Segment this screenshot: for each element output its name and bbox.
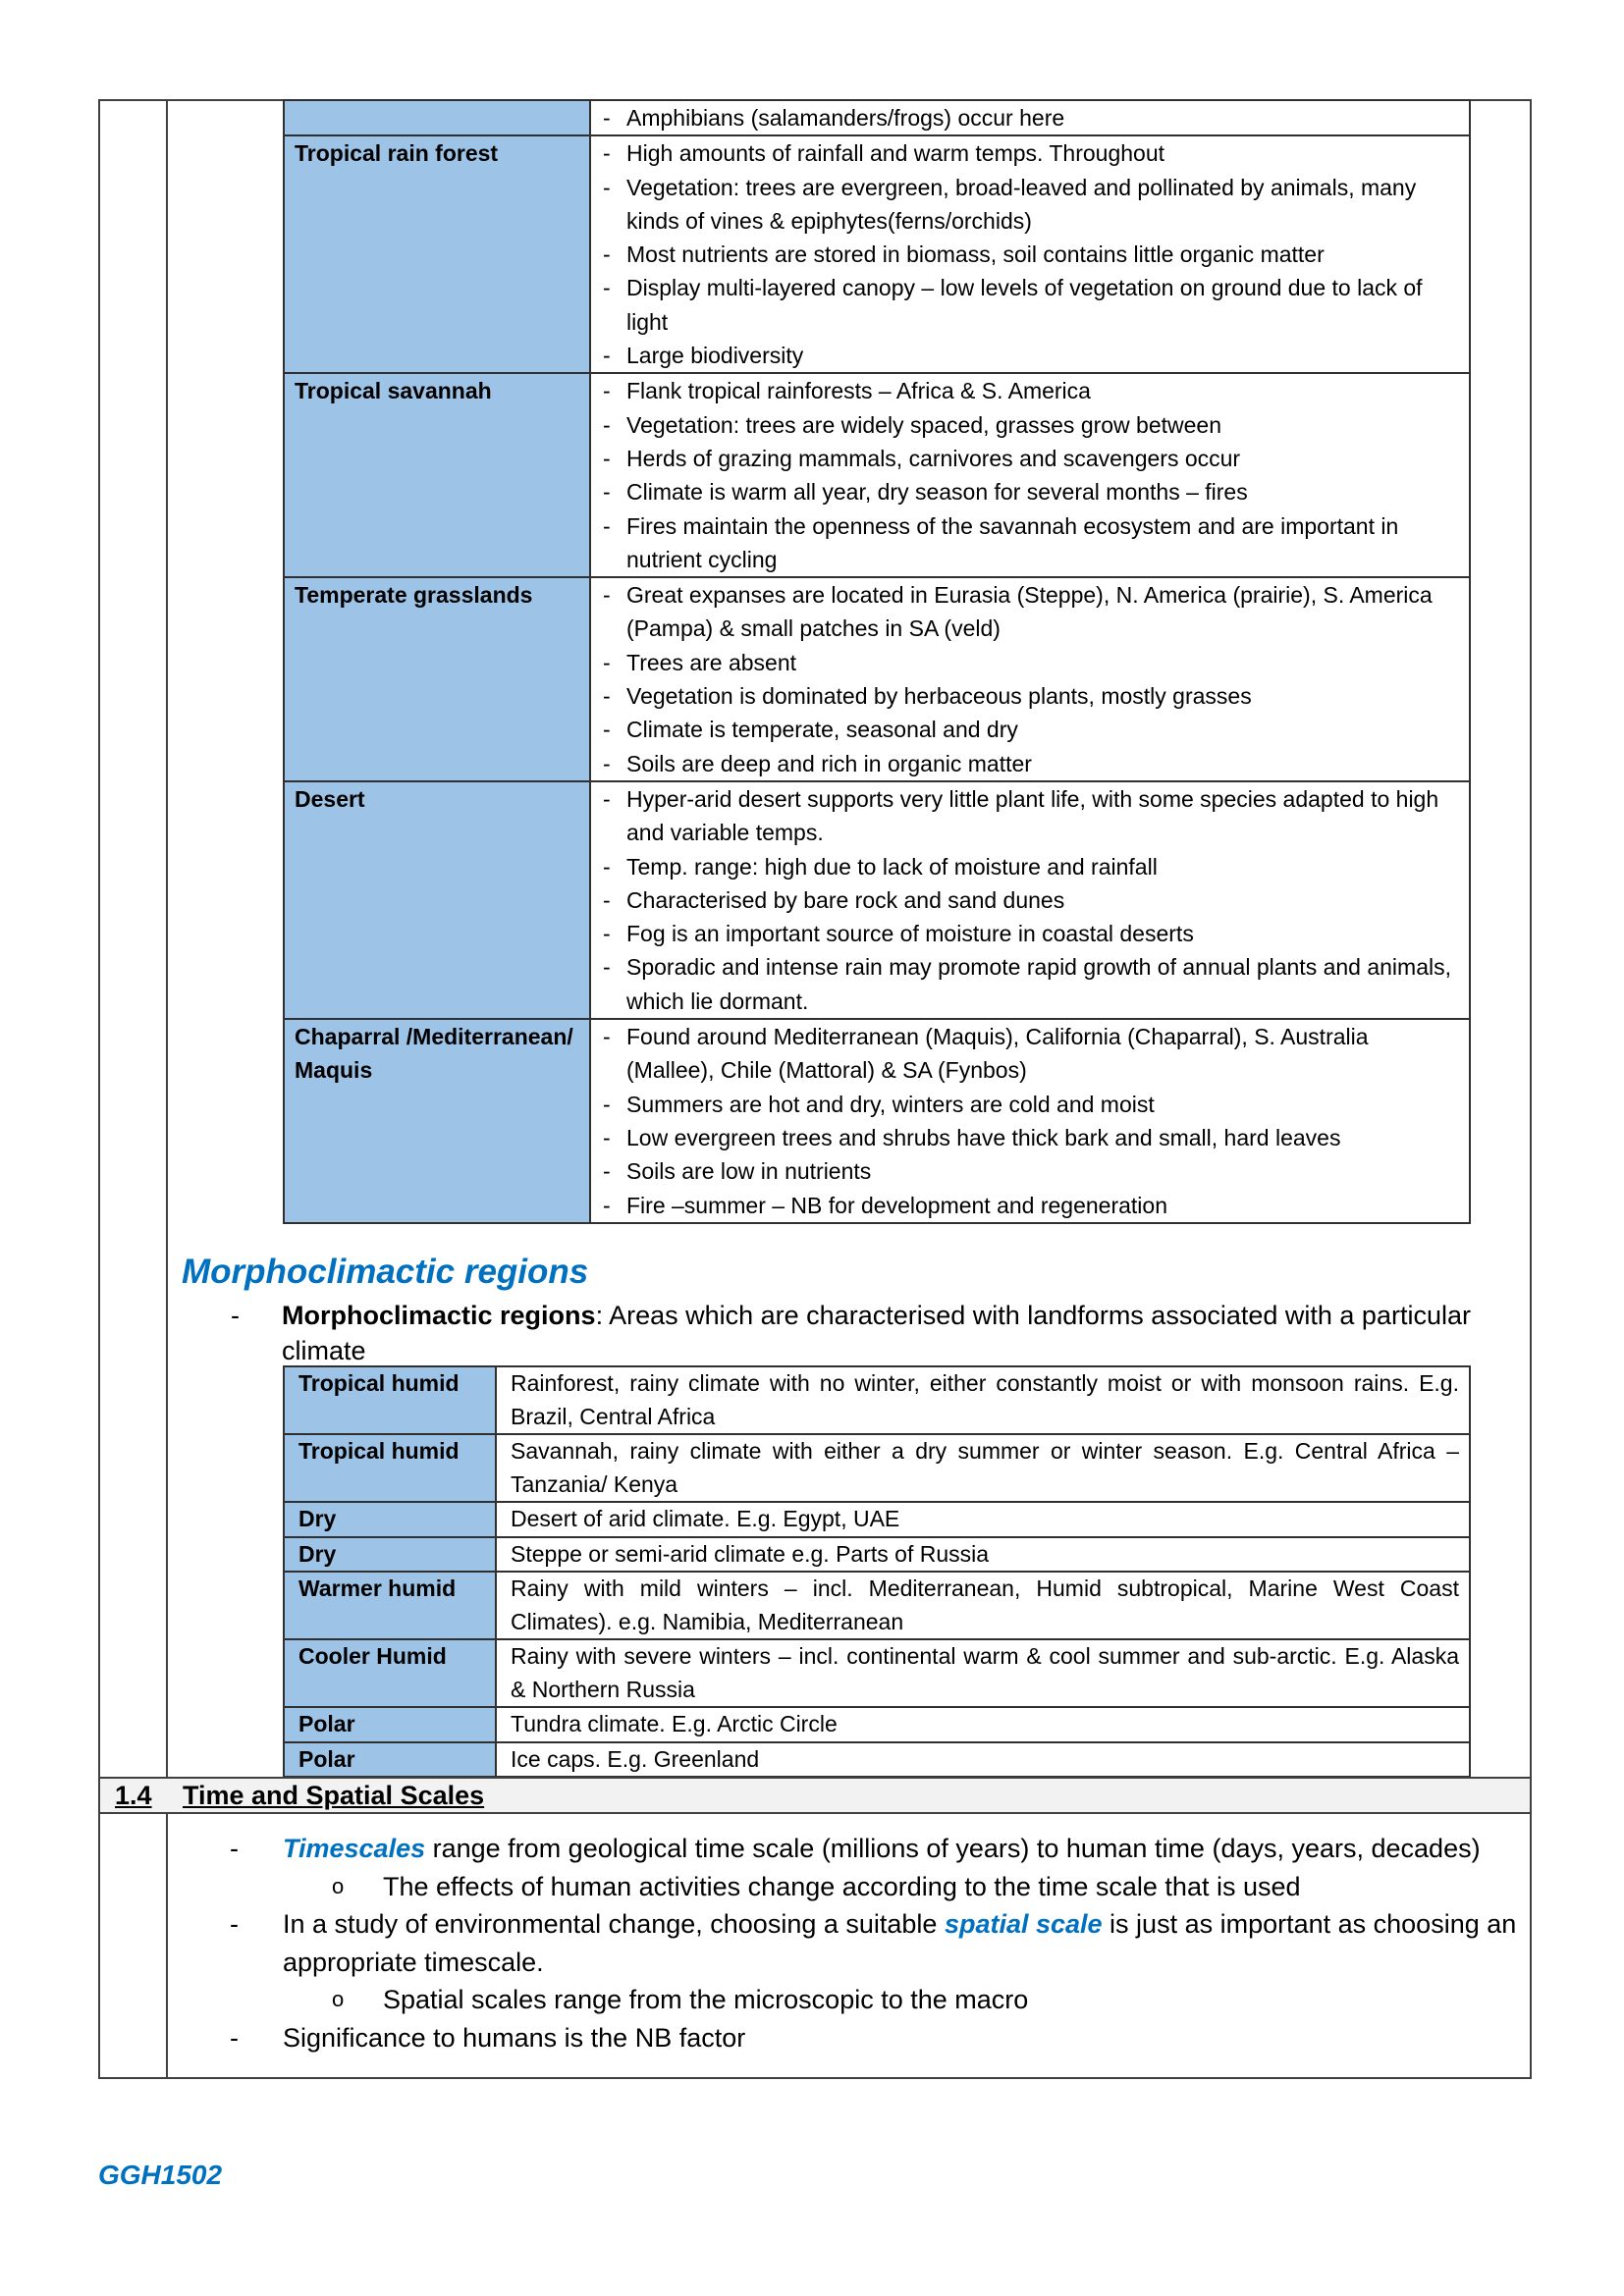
footer-course-code: GGH1502 (98, 2160, 223, 2190)
list-item: - Fires maintain the openness of the savannah ecosystem and are important in nutrient cycling (601, 509, 1459, 577)
region-description: Rainforest, rainy climate with no winter, either constantly moist or with monsoon rains. E.g. Brazil, Central Africa (496, 1366, 1470, 1434)
region-name: Polar (284, 1707, 496, 1742)
table-row (284, 1742, 1470, 1778)
region-name: Dry (284, 1537, 496, 1573)
table-row (284, 1639, 1470, 1707)
table-row (284, 135, 1470, 373)
table-row (284, 1019, 1470, 1223)
region-description: Steppe or semi-arid climate e.g. Parts of Russia (496, 1537, 1470, 1573)
biome-name (284, 100, 590, 135)
list-item: - Soils are deep and rich in organic matter (601, 747, 1459, 780)
list-item-text: In a study of environmental change, choosing a suitable (283, 1909, 945, 1939)
list-item: - Fog is an important source of moisture in coastal deserts (601, 917, 1459, 950)
section-number: 1.4 (115, 1781, 152, 1810)
list-item: - High amounts of rainfall and warm temps. Throughout (601, 136, 1459, 170)
table-row (284, 1366, 1470, 1434)
morphoclimatic-table (283, 1365, 1471, 1778)
list-item (226, 1830, 1522, 1868)
list-item: - Flank tropical rainforests – Africa & S. America (601, 374, 1459, 407)
list-item: - Trees are absent (601, 646, 1459, 679)
table-row (284, 100, 1470, 135)
region-name: Polar (284, 1742, 496, 1778)
definition-body (282, 1298, 1517, 1368)
biome-name: Temperate grasslands (284, 577, 590, 781)
biome-details (590, 1019, 1470, 1223)
list-item: - Found around Mediterranean (Maquis), California (Chaparral), S. Australia (Mallee), Chile (Mattoral) & SA (Fynbos) (601, 1020, 1459, 1088)
list-item (226, 1905, 1522, 1981)
list-item: - Low evergreen trees and shrubs have thick bark and small, hard leaves (601, 1121, 1459, 1154)
list-item: - Summers are hot and dry, winters are cold and moist (601, 1088, 1459, 1121)
list-item: - Temp. range: high due to lack of moisture and rainfall (601, 850, 1459, 883)
list-item: - Most nutrients are stored in biomass, soil contains little organic matter (601, 238, 1459, 271)
biome-details (590, 135, 1470, 373)
region-description: Rainy with mild winters – incl. Mediterranean, Humid subtropical, Marine West Coast Climates). e.g. Namibia, Mediterranean (496, 1572, 1470, 1639)
table-row (284, 1537, 1470, 1573)
region-name: Tropical humid (284, 1434, 496, 1502)
list-item: - Characterised by bare rock and sand dunes (601, 883, 1459, 917)
list-item-text: range from geological time scale (millions of years) to human time (days, years, decades) (425, 1834, 1481, 1863)
biome-name: Desert (284, 781, 590, 1019)
biome-table (283, 99, 1471, 1224)
list-item: - Great expanses are located in Eurasia (Steppe), N. America (prairie), S. America (Pampa) & small patches in SA (veld) (601, 578, 1459, 646)
biome-details (590, 100, 1470, 135)
bullet-dash: - (231, 1301, 240, 1330)
table-row (284, 1502, 1470, 1537)
biome-name: Tropical rain forest (284, 135, 590, 373)
table-row (284, 1707, 1470, 1742)
highlight-term: spatial scale (944, 1909, 1103, 1939)
list-item: - Amphibians (salamanders/frogs) occur here (601, 101, 1459, 134)
list-item: - Fire –summer – NB for development and regeneration (601, 1189, 1459, 1222)
section-1-4-body (226, 1830, 1522, 2056)
biome-details (590, 373, 1470, 577)
list-item: - Vegetation is dominated by herbaceous plants, mostly grasses (601, 679, 1459, 713)
region-name: Dry (284, 1502, 496, 1537)
definition-term: Morphoclimactic regions (282, 1301, 596, 1330)
section-title: Time and Spatial Scales (183, 1781, 485, 1810)
table-row (284, 1572, 1470, 1639)
list-item: - Soils are low in nutrients (601, 1154, 1459, 1188)
region-name: Cooler Humid (284, 1639, 496, 1707)
list-item-text: is just as important as choosing an appropriate timescale. (283, 1909, 1517, 1977)
region-description: Ice caps. E.g. Greenland (496, 1742, 1470, 1778)
table-row (284, 373, 1470, 577)
table-row (284, 577, 1470, 781)
sub-list-item: o The effects of human activities change according to the time scale that is used (226, 1868, 1522, 1906)
list-item: - Display multi-layered canopy – low levels of vegetation on ground due to lack of light (601, 271, 1459, 339)
table-row (284, 781, 1470, 1019)
region-name: Tropical humid (284, 1366, 496, 1434)
biome-details (590, 781, 1470, 1019)
biome-details (590, 577, 1470, 781)
region-description: Tundra climate. E.g. Arctic Circle (496, 1707, 1470, 1742)
list-item: - Climate is temperate, seasonal and dry (601, 713, 1459, 746)
list-item: - Sporadic and intense rain may promote rapid growth of annual plants and animals, which lie dormant. (601, 950, 1459, 1018)
list-item: - Significance to humans is the NB factor (226, 2019, 1522, 2057)
region-description: Rainy with severe winters – incl. continental warm & cool summer and sub-arctic. E.g. Alaska & Northern Russia (496, 1639, 1470, 1707)
highlight-term: Timescales (283, 1834, 426, 1863)
list-item: - Large biodiversity (601, 339, 1459, 372)
region-description: Desert of arid climate. E.g. Egypt, UAE (496, 1502, 1470, 1537)
definition-text: : Areas which are characterised with landforms associated with a particular climate (282, 1301, 1471, 1365)
list-item: - Vegetation: trees are evergreen, broad-leaved and pollinated by animals, many kinds of vines & epiphytes(ferns/orchids) (601, 171, 1459, 239)
section-heading-morphoclimactic: Morphoclimactic regions (182, 1253, 589, 1291)
table-row (284, 1434, 1470, 1502)
list-item: - Herds of grazing mammals, carnivores and scavengers occur (601, 442, 1459, 475)
biome-name: Chaparral /Mediterranean/ Maquis (284, 1019, 590, 1223)
list-item: - Hyper-arid desert supports very little plant life, with some species adapted to high and variable temps. (601, 782, 1459, 850)
list-item: - Climate is warm all year, dry season for several months – fires (601, 475, 1459, 508)
region-description: Savannah, rainy climate with either a dry summer or winter season. E.g. Central Africa – Tanzania/ Kenya (496, 1434, 1470, 1502)
definition-morphoclimactic (231, 1298, 1517, 1368)
region-name: Warmer humid (284, 1572, 496, 1639)
list-item: - Vegetation: trees are widely spaced, grasses grow between (601, 408, 1459, 442)
biome-name: Tropical savannah (284, 373, 590, 577)
sub-list-item: o Spatial scales range from the microscopic to the macro (226, 1981, 1522, 2019)
